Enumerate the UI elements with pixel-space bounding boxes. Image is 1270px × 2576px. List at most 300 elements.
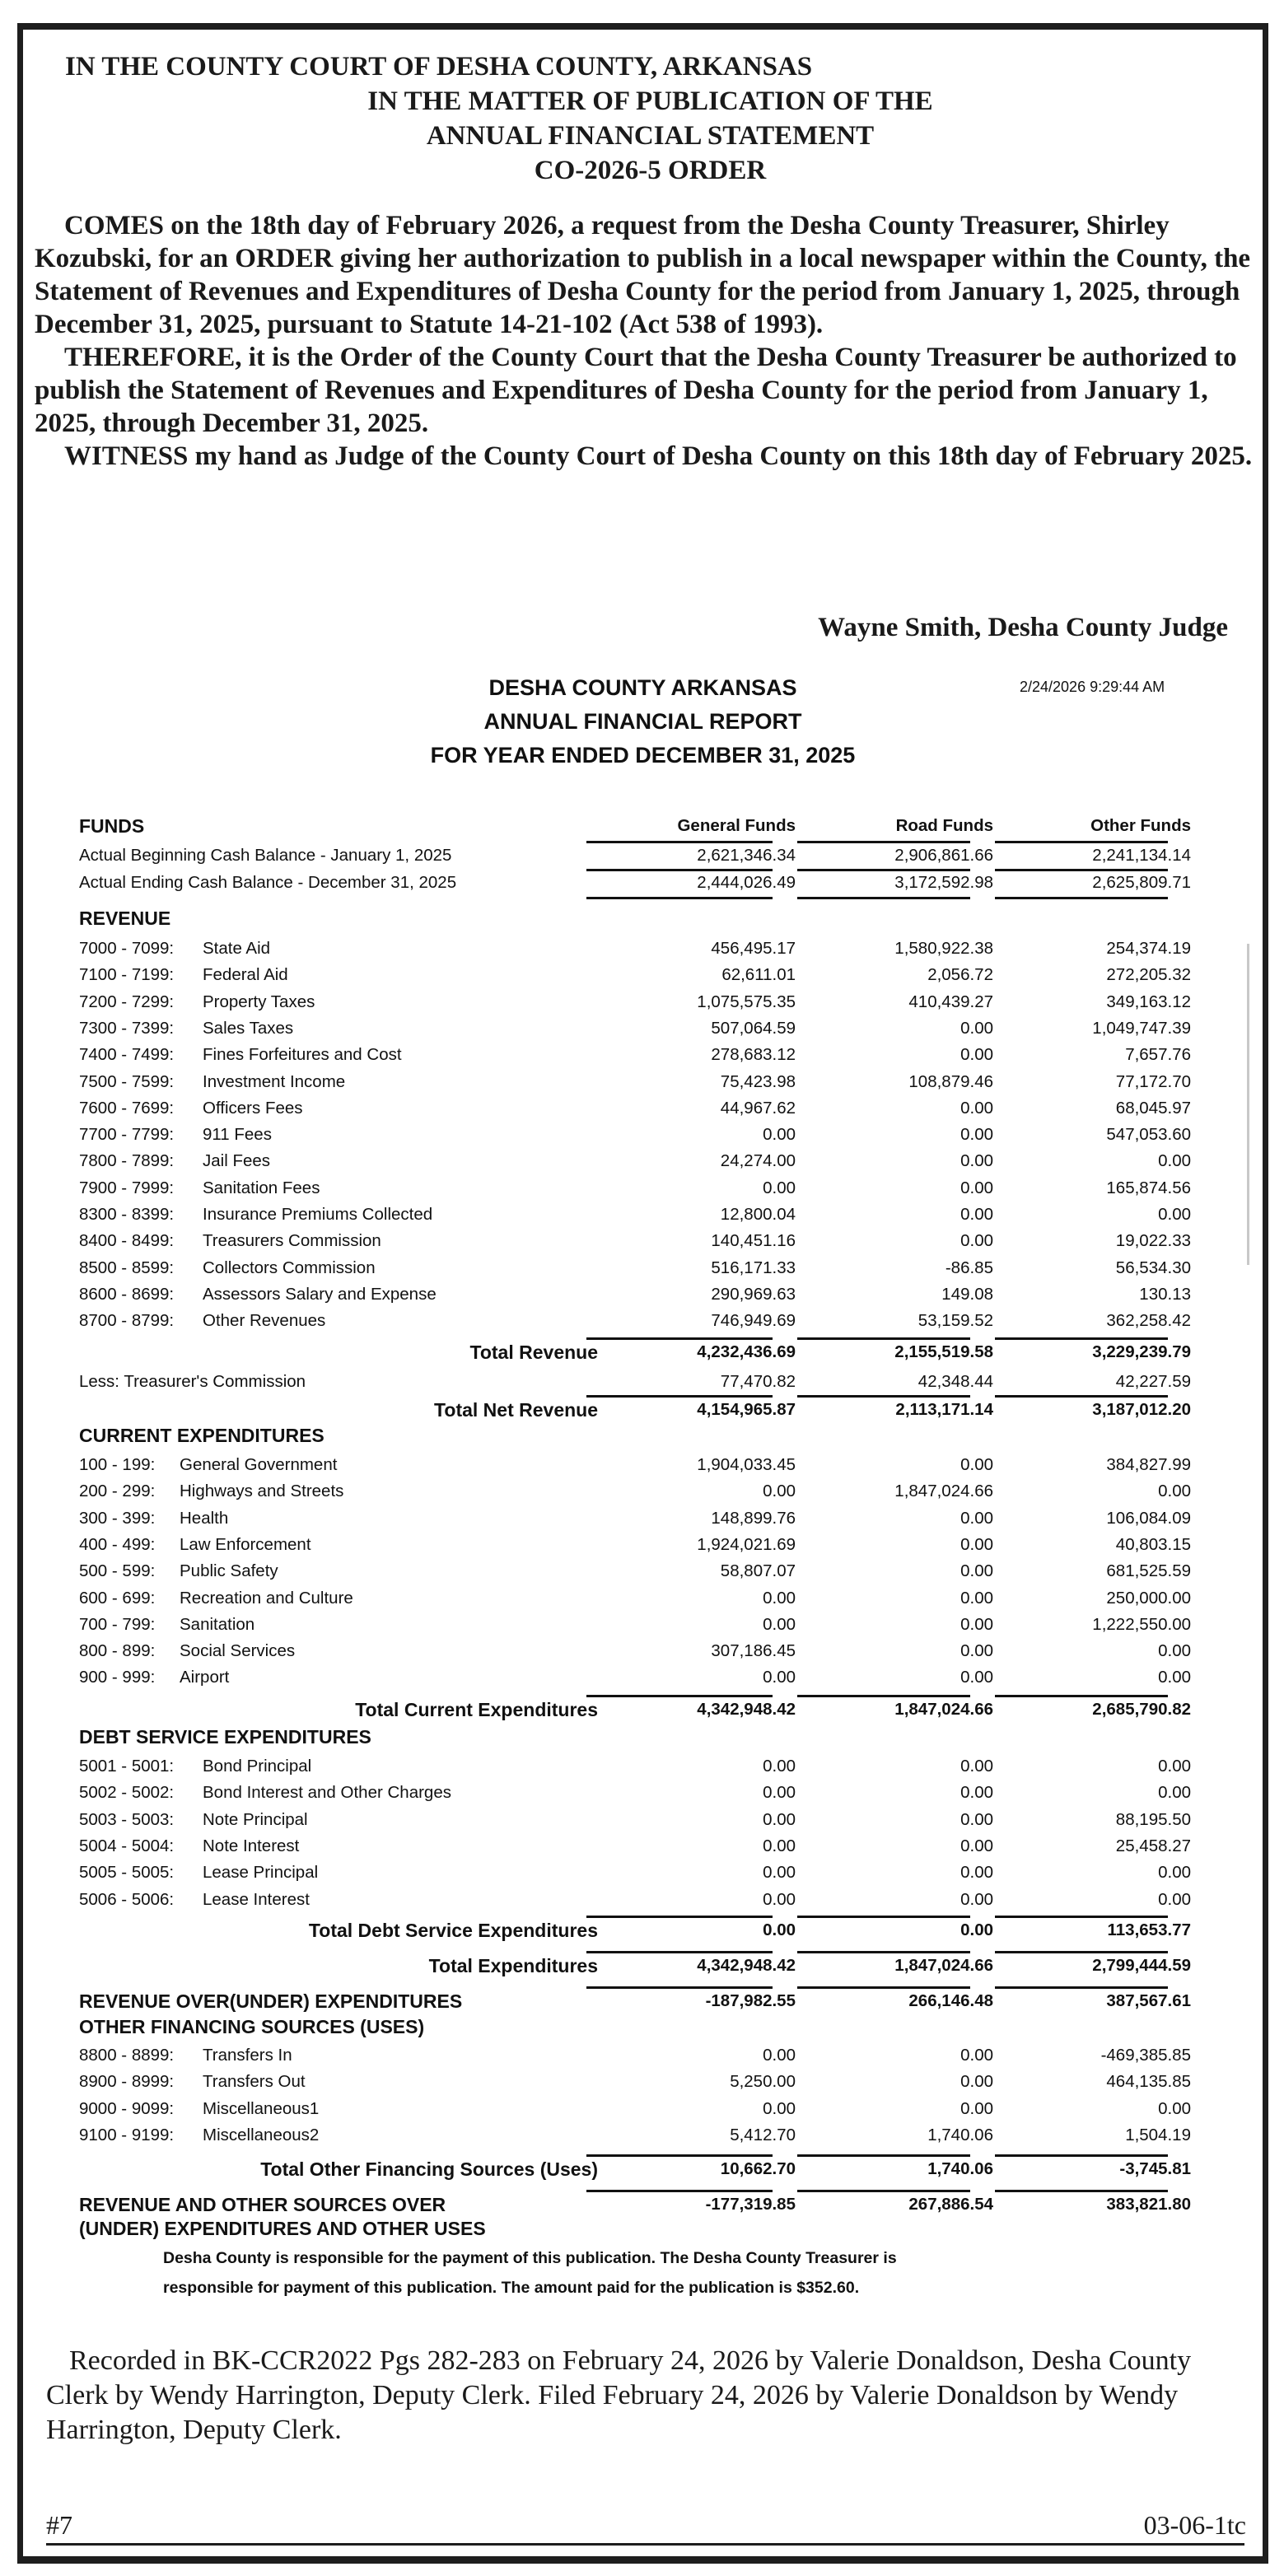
- account-label: Property Taxes: [203, 992, 315, 1011]
- account-code: 7900 - 7999:: [79, 1178, 175, 1197]
- court-heading: IN THE COUNTY COURT OF DESHA COUNTY, ARKANSAS: [65, 52, 813, 82]
- account-label: Bond Principal: [203, 1757, 312, 1776]
- account-code: 300 - 399:: [79, 1509, 156, 1528]
- value-other: 0.00: [1158, 1863, 1191, 1882]
- value-road: 0.00: [960, 1205, 993, 1224]
- funds-header-row: [79, 813, 1249, 839]
- table-row: [79, 1780, 1249, 1806]
- account-label: Investment Income: [203, 1072, 346, 1091]
- value-other: 88,195.50: [1115, 1810, 1191, 1829]
- value-road: 0.00: [960, 1641, 993, 1660]
- value-other: 0.00: [1158, 1783, 1191, 1802]
- col-general-funds: General Funds: [677, 816, 796, 835]
- value-general: 746,949.69: [711, 1311, 796, 1330]
- account-label: Miscellaneous1: [203, 2099, 320, 2118]
- total-expenditures-row: [79, 1953, 1249, 1979]
- value-general: 4,232,436.69: [697, 1342, 796, 1361]
- row-label: [79, 1175, 320, 1202]
- value-road: 0.00: [960, 1668, 993, 1687]
- account-label: Public Safety: [180, 1561, 278, 1580]
- row-label: [79, 936, 270, 962]
- table-row: [79, 1478, 1249, 1505]
- value-other: 272,205.32: [1106, 965, 1191, 984]
- table-row: [79, 1753, 1249, 1780]
- footer-rule: [46, 2543, 1244, 2546]
- value-general: 62,611.01: [721, 965, 796, 984]
- value-other: 130.13: [1139, 1285, 1191, 1304]
- total-revenue-row: [79, 1339, 1249, 1365]
- value-other: 362,258.42: [1106, 1311, 1191, 1330]
- row-label: [79, 1281, 437, 1308]
- report-title-year: FOR YEAR ENDED DECEMBER 31, 2025: [430, 743, 856, 768]
- account-label: Federal Aid: [203, 965, 288, 984]
- row-label: [79, 2042, 292, 2069]
- account-label: Health: [180, 1509, 229, 1528]
- row-label: [79, 1585, 353, 1612]
- account-label: Social Services: [180, 1641, 296, 1660]
- value-other: 113,653.77: [1107, 1920, 1191, 1939]
- row-label: [79, 1228, 381, 1254]
- row-label: [79, 1532, 311, 1558]
- account-label: Lease Interest: [203, 1890, 310, 1909]
- account-label: Highways and Streets: [180, 1482, 344, 1500]
- account-label: 911 Fees: [203, 1125, 272, 1144]
- account-code: 8300 - 8399:: [79, 1205, 175, 1224]
- value-road: 149.08: [941, 1285, 993, 1304]
- table-row: [79, 1122, 1249, 1148]
- value-general: 5,250.00: [730, 2072, 796, 2091]
- value-general: 4,342,948.42: [697, 1700, 796, 1719]
- account-label: Note Principal: [203, 1810, 308, 1829]
- value-other: 2,799,444.59: [1092, 1956, 1191, 1975]
- table-row: [79, 1452, 1249, 1478]
- value-road: 0.00: [960, 2046, 993, 2065]
- funds-label: FUNDS: [79, 815, 145, 837]
- account-label: Airport: [180, 1668, 230, 1687]
- value-road: 0.00: [960, 1615, 993, 1634]
- value-general: 0.00: [763, 1836, 796, 1855]
- value-road: 0.00: [960, 1045, 993, 1064]
- account-code: 7500 - 7599:: [79, 1072, 175, 1091]
- report-title-annual: ANNUAL FINANCIAL REPORT: [483, 709, 802, 734]
- total-revenue-label: Total Revenue: [469, 1342, 598, 1363]
- value-road: 0.00: [960, 1783, 993, 1802]
- total-current-expenditures-row: [79, 1696, 1249, 1723]
- row-label: Actual Ending Cash Balance - December 31, 2025: [79, 873, 457, 892]
- value-road: 1,580,922.38: [894, 939, 993, 958]
- account-code: 7200 - 7299:: [79, 992, 175, 1011]
- value-other: 384,827.99: [1106, 1455, 1191, 1474]
- table-row: [79, 2122, 1249, 2149]
- account-code: 600 - 699:: [79, 1589, 156, 1608]
- row-label: [79, 1887, 310, 1913]
- value-general: 4,154,965.87: [697, 1400, 796, 1419]
- row-label: [79, 1015, 293, 1042]
- row-label: [79, 1638, 295, 1664]
- row-label: [79, 1505, 228, 1532]
- account-code: 8500 - 8599:: [79, 1258, 175, 1277]
- value-road: 0.00: [960, 1509, 993, 1528]
- row-label: [79, 1042, 402, 1068]
- value-road: 0.00: [960, 1019, 993, 1038]
- value-road: 0.00: [960, 1535, 993, 1554]
- value-road: 0.00: [960, 1231, 993, 1250]
- account-code: 5002 - 5002:: [79, 1783, 175, 1802]
- recorded-statement: [46, 2344, 1249, 2448]
- table-row: [79, 1860, 1249, 1886]
- recorded-text: Recorded in BK-CCR2022 Pgs 282-283 on February 24, 2026 by Valerie Donaldson, Desha County Clerk by Wendy Harrington, Deputy Clerk. Filed February 24, 2026 by Valerie Donaldson by Wendy Harrington, Deputy Clerk.: [46, 2345, 1192, 2445]
- value-general: 516,171.33: [711, 1258, 796, 1277]
- row-label: [79, 1148, 270, 1174]
- account-code: 500 - 599:: [79, 1561, 156, 1580]
- value-other: 387,567.61: [1106, 1991, 1191, 2010]
- value-road: 42,348.44: [917, 1372, 993, 1391]
- account-code: 9000 - 9099:: [79, 2099, 175, 2118]
- value-road: 1,847,024.66: [894, 1956, 993, 1975]
- value-general: 148,899.76: [711, 1509, 796, 1528]
- value-road: 53,159.52: [917, 1311, 993, 1330]
- account-label: Lease Principal: [203, 1863, 319, 1882]
- account-code: 100 - 199:: [79, 1455, 156, 1474]
- value-other: 0.00: [1158, 1890, 1191, 1909]
- value-other: 2,625,809.71: [1092, 873, 1191, 892]
- table-row: [79, 1281, 1249, 1308]
- value-other: 77,172.70: [1115, 1072, 1191, 1091]
- value-road: 266,146.48: [908, 1991, 993, 2010]
- value-other: 106,084.09: [1106, 1509, 1191, 1528]
- row-label: [79, 1558, 278, 1584]
- account-label: Assessors Salary and Expense: [203, 1285, 437, 1304]
- value-general: 2,621,346.34: [697, 846, 796, 865]
- report-title-county: DESHA COUNTY ARKANSAS: [488, 675, 797, 700]
- value-other: 383,821.80: [1106, 2195, 1191, 2214]
- value-other: 681,525.59: [1106, 1561, 1191, 1580]
- notice-run-code: 03-06-1tc: [1143, 2510, 1246, 2540]
- value-general: 1,924,021.69: [697, 1535, 796, 1554]
- order-body: [35, 209, 1255, 473]
- account-code: 5004 - 5004:: [79, 1836, 175, 1855]
- value-other: 349,163.12: [1106, 992, 1191, 1011]
- value-general: 456,495.17: [711, 939, 796, 958]
- value-general: 290,969.63: [711, 1285, 796, 1304]
- account-code: 7300 - 7399:: [79, 1019, 175, 1038]
- table-row: [79, 2096, 1249, 2122]
- debt-service-heading: DEBT SERVICE EXPENDITURES: [79, 1726, 371, 1748]
- value-general: 0.00: [763, 1589, 796, 1608]
- value-other: 3,187,012.20: [1092, 1400, 1191, 1419]
- account-label: Transfers In: [203, 2046, 292, 2065]
- col-other-funds: Other Funds: [1090, 816, 1191, 835]
- value-other: 1,504.19: [1125, 2126, 1191, 2144]
- value-other: 0.00: [1158, 1482, 1191, 1500]
- value-road: 0.00: [960, 1836, 993, 1855]
- payment-note: [163, 2243, 1069, 2303]
- table-row: [79, 1833, 1249, 1860]
- comes-paragraph: COMES on the 18th day of February 2026, a request from the Desha County Treasurer, Shirley Kozubski, for an ORDER giving her authorization to publish in a local newspaper within the County, the Statement of Revenues and Expenditures of Desha County for the period from January 1, 2025, through December 31, 2025, pursuant to Statute 14-21-102 (Act 538 of 1993).: [35, 211, 1251, 339]
- value-general: 58,807.07: [720, 1561, 796, 1580]
- account-label: Jail Fees: [203, 1151, 271, 1170]
- revenue-and-other-sources-label: REVENUE AND OTHER SOURCES OVER: [79, 2194, 446, 2215]
- account-code: 7600 - 7699:: [79, 1099, 175, 1118]
- account-label: State Aid: [203, 939, 271, 958]
- account-label: Miscellaneous2: [203, 2126, 320, 2144]
- account-label: Sanitation Fees: [203, 1178, 320, 1197]
- value-road: 0.00: [960, 1455, 993, 1474]
- row-label: [79, 1095, 303, 1122]
- value-other: 40,803.15: [1115, 1535, 1191, 1554]
- row-label: [79, 1478, 343, 1505]
- value-general: 0.00: [763, 1178, 796, 1197]
- value-other: -469,385.85: [1100, 2046, 1191, 2065]
- table-row: [79, 1638, 1249, 1664]
- value-road: 0.00: [960, 1863, 993, 1882]
- value-road: 0.00: [960, 2072, 993, 2091]
- account-label: Sales Taxes: [203, 1019, 294, 1038]
- value-road: 1,740.06: [927, 2159, 993, 2178]
- revenue-over-under-label: REVENUE OVER(UNDER) EXPENDITURES: [79, 1990, 463, 2012]
- row-label: [79, 1202, 432, 1228]
- order-number: CO-2026-5 ORDER: [534, 156, 767, 185]
- value-other: 254,374.19: [1106, 939, 1191, 958]
- account-label: Sanitation: [180, 1615, 255, 1634]
- table-row: [79, 962, 1249, 988]
- value-general: 10,662.70: [720, 2159, 796, 2178]
- account-label: Fines Forfeitures and Cost: [203, 1045, 402, 1064]
- revenue-over-under-row: [79, 1988, 1249, 2014]
- value-general: 0.00: [763, 1482, 796, 1500]
- value-road: 0.00: [960, 1810, 993, 1829]
- value-general: 0.00: [763, 1920, 796, 1939]
- account-label: Note Interest: [203, 1836, 300, 1855]
- account-code: 5001 - 5001:: [79, 1757, 175, 1776]
- row-label: [79, 1807, 308, 1833]
- payment-note-line2: responsible for payment of this publication. The amount paid for the publication is $352.60.: [163, 2279, 860, 2297]
- table-row: [79, 1558, 1249, 1584]
- rule: [995, 897, 1168, 899]
- row-label: [79, 1452, 337, 1478]
- report-timestamp: 2/24/2026 9:29:44 AM: [1020, 679, 1165, 695]
- account-code: 8700 - 8799:: [79, 1311, 175, 1330]
- witness-paragraph: WITNESS my hand as Judge of the County Court of Desha County on this 18th day of February 2025.: [64, 441, 1253, 471]
- total-other-financing-row: [79, 2156, 1249, 2182]
- value-general: 0.00: [763, 1615, 796, 1634]
- col-road-funds: Road Funds: [895, 816, 993, 835]
- row-label: [79, 1308, 325, 1334]
- table-row: [79, 1175, 1249, 1202]
- rule: [797, 897, 970, 899]
- value-other: 0.00: [1158, 1668, 1191, 1687]
- row-label: [79, 1753, 311, 1780]
- table-row: [79, 1042, 1249, 1068]
- value-general: 0.00: [763, 1863, 796, 1882]
- value-general: -187,982.55: [705, 1991, 796, 2010]
- value-other: 42,227.59: [1115, 1372, 1191, 1391]
- account-code: 7400 - 7499:: [79, 1045, 175, 1064]
- value-road: 2,155,519.58: [894, 1342, 993, 1361]
- value-other: 250,000.00: [1106, 1589, 1191, 1608]
- table-row: [79, 1664, 1249, 1691]
- value-general: 0.00: [763, 2099, 796, 2118]
- value-road: 108,879.46: [908, 1072, 993, 1091]
- account-code: 7000 - 7099:: [79, 939, 175, 958]
- value-road: 1,847,024.66: [894, 1700, 993, 1719]
- value-general: 0.00: [763, 1757, 796, 1776]
- table-row: [79, 1887, 1249, 1913]
- account-code: 8400 - 8499:: [79, 1231, 175, 1250]
- value-road: 0.00: [960, 1178, 993, 1197]
- value-road: 267,886.54: [908, 2195, 993, 2214]
- account-code: 900 - 999:: [79, 1668, 156, 1687]
- value-general: 0.00: [763, 1783, 796, 1802]
- rule: [586, 897, 773, 899]
- value-road: 0.00: [960, 1125, 993, 1144]
- value-general: 0.00: [763, 1668, 796, 1687]
- table-row: [79, 2042, 1249, 2069]
- table-row: [79, 2069, 1249, 2095]
- table-row: [79, 1532, 1249, 1558]
- order-heading: [23, 49, 1263, 188]
- value-general: 0.00: [763, 2046, 796, 2065]
- value-road: 3,172,592.98: [894, 873, 993, 892]
- value-other: 0.00: [1158, 2099, 1191, 2118]
- value-general: 44,967.62: [720, 1099, 796, 1118]
- ending-balance-row: [79, 870, 1249, 896]
- row-label: [79, 1069, 345, 1095]
- value-general: 307,186.45: [711, 1641, 796, 1660]
- value-road: 0.00: [960, 1151, 993, 1170]
- account-label: Officers Fees: [203, 1099, 303, 1118]
- value-road: 0.00: [960, 1589, 993, 1608]
- row-label: [79, 2069, 306, 2095]
- account-label: Treasurers Commission: [203, 1231, 381, 1250]
- row-label: [79, 1255, 376, 1281]
- account-code: 8600 - 8699:: [79, 1285, 175, 1304]
- table-row: [79, 1505, 1249, 1532]
- value-other: 1,222,550.00: [1092, 1615, 1191, 1634]
- table-row: [79, 1807, 1249, 1833]
- account-code: 7800 - 7899:: [79, 1151, 175, 1170]
- judge-signature: Wayne Smith, Desha County Judge: [818, 613, 1228, 642]
- table-row: [79, 1095, 1249, 1122]
- revenue-heading: REVENUE: [79, 908, 171, 929]
- account-code: 200 - 299:: [79, 1482, 156, 1500]
- value-other: -3,745.81: [1119, 2159, 1191, 2178]
- account-code: 8900 - 8999:: [79, 2072, 175, 2091]
- value-other: 2,685,790.82: [1092, 1700, 1191, 1719]
- value-road: 0.00: [960, 1099, 993, 1118]
- table-row: [79, 1255, 1249, 1281]
- total-other-financing-label: Total Other Financing Sources (Uses): [260, 2158, 598, 2180]
- table-row: [79, 1015, 1249, 1042]
- value-general: 77,470.82: [720, 1372, 796, 1391]
- value-general: 507,064.59: [711, 1019, 796, 1038]
- value-general: 12,800.04: [720, 1205, 796, 1224]
- row-label: [79, 1780, 451, 1806]
- treasurer-commission-row: [79, 1369, 1249, 1395]
- row-label: [79, 1664, 229, 1691]
- table-row: [79, 989, 1249, 1015]
- value-road: 1,847,024.66: [894, 1482, 993, 1500]
- treasurer-commission-label: Less: Treasurer's Commission: [79, 1372, 306, 1391]
- row-label: [79, 989, 315, 1015]
- value-road: 2,113,171.14: [895, 1400, 993, 1419]
- value-general: 0.00: [763, 1810, 796, 1829]
- account-code: 7100 - 7199:: [79, 965, 175, 984]
- row-label: [79, 1860, 318, 1886]
- table-row: [79, 1612, 1249, 1638]
- value-other: 0.00: [1158, 1205, 1191, 1224]
- table-row: [79, 1148, 1249, 1174]
- value-general: 4,342,948.42: [697, 1956, 796, 1975]
- total-current-expenditures-label: Total Current Expenditures: [355, 1699, 598, 1720]
- value-road: 410,439.27: [908, 992, 993, 1011]
- value-other: 1,049,747.39: [1092, 1019, 1191, 1038]
- table-row: [79, 1308, 1249, 1334]
- row-label: [79, 962, 288, 988]
- account-label: Collectors Commission: [203, 1258, 376, 1277]
- value-general: 2,444,026.49: [697, 873, 796, 892]
- legal-notice-frame: [17, 23, 1268, 2564]
- value-other: 25,458.27: [1115, 1836, 1191, 1855]
- table-row: [79, 1585, 1249, 1612]
- value-general: 1,904,033.45: [697, 1455, 796, 1474]
- value-general: 75,423.98: [720, 1072, 796, 1091]
- therefore-paragraph: THEREFORE, it is the Order of the County Court that the Desha County Treasurer be authorized to publish the Statement of Revenues and Expenditures of Desha County for the period from January 1, 2025, through December 31, 2025.: [35, 343, 1237, 438]
- account-code: 9100 - 9199:: [79, 2126, 175, 2144]
- value-general: 1,075,575.35: [697, 992, 796, 1011]
- row-label: [79, 1833, 299, 1860]
- value-other: 3,229,239.79: [1092, 1342, 1191, 1361]
- account-label: General Government: [180, 1455, 338, 1474]
- other-financing-heading: OTHER FINANCING SOURCES (USES): [79, 2016, 425, 2037]
- value-road: 0.00: [960, 2099, 993, 2118]
- value-general: 5,412.70: [730, 2126, 796, 2144]
- value-other: 464,135.85: [1106, 2072, 1191, 2091]
- account-code: 5003 - 5003:: [79, 1810, 175, 1829]
- account-code: 700 - 799:: [79, 1615, 156, 1634]
- value-other: 547,053.60: [1106, 1125, 1191, 1144]
- value-other: 7,657.76: [1125, 1045, 1191, 1064]
- value-road: 0.00: [960, 1561, 993, 1580]
- value-general: 24,274.00: [720, 1151, 796, 1170]
- value-road: -86.85: [945, 1258, 993, 1277]
- account-code: 400 - 499:: [79, 1535, 156, 1554]
- value-other: 0.00: [1158, 1641, 1191, 1660]
- total-expenditures-label: Total Expenditures: [428, 1955, 598, 1976]
- value-other: 2,241,134.14: [1092, 846, 1191, 865]
- value-other: 0.00: [1158, 1151, 1191, 1170]
- account-code: 8800 - 8899:: [79, 2046, 175, 2065]
- value-other: 0.00: [1158, 1757, 1191, 1776]
- total-net-revenue-row: [79, 1397, 1249, 1423]
- total-debt-service-label: Total Debt Service Expenditures: [308, 1920, 598, 1941]
- value-other: 19,022.33: [1115, 1231, 1191, 1250]
- account-label: Transfers Out: [203, 2072, 306, 2091]
- account-label: Insurance Premiums Collected: [203, 1205, 433, 1224]
- total-debt-service-row: [79, 1917, 1249, 1944]
- value-general: 0.00: [763, 1125, 796, 1144]
- account-code: 5005 - 5005:: [79, 1863, 175, 1882]
- value-general: 0.00: [763, 1890, 796, 1909]
- value-general: 140,451.16: [711, 1231, 796, 1250]
- table-row: [79, 1228, 1249, 1254]
- table-row: [79, 1202, 1249, 1228]
- value-road: 0.00: [960, 1757, 993, 1776]
- value-road: 1,740.06: [927, 2126, 993, 2144]
- account-label: Other Revenues: [203, 1311, 326, 1330]
- current-expenditures-heading: CURRENT EXPENDITURES: [79, 1425, 325, 1446]
- row-label: [79, 1122, 272, 1148]
